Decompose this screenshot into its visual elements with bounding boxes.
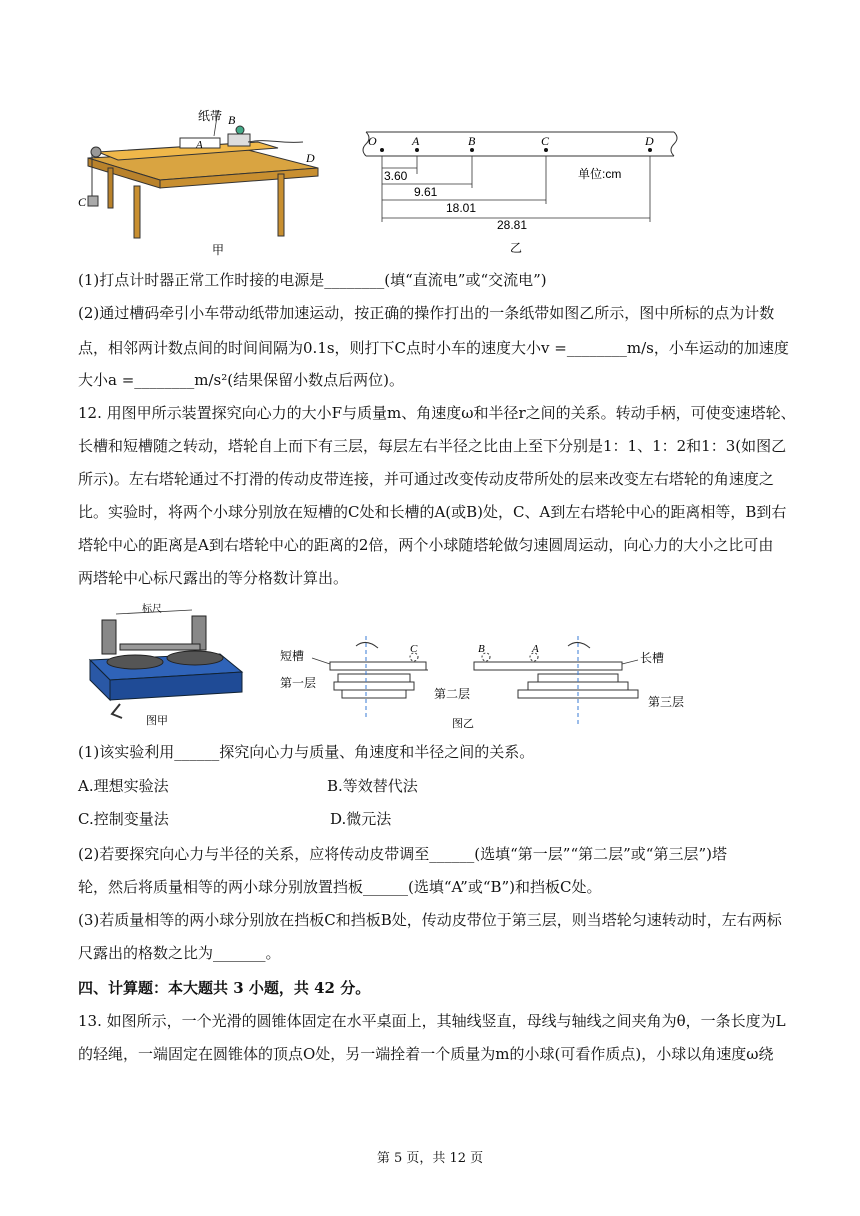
figure-yi-caption: 乙: [510, 241, 523, 255]
q12-stem-line4: 比。实验时，将两个小球分别放在短槽的C处和长槽的A(或B)处，C、A到左右塔轮中心的距离相等，B到右: [78, 503, 787, 521]
tape-dot-b: [470, 148, 474, 152]
slot-c-label: C: [410, 643, 418, 655]
tape-dot-d: [648, 148, 652, 152]
tape-dot-o: [380, 148, 384, 152]
scale-label: 标尺: [142, 604, 162, 615]
q11-part2-line1: (2)通过槽码牵引小车带动纸带加速运动，按正确的操作打出的一条纸带如图乙所示，图中所标的点为计数: [78, 304, 775, 322]
q12-stem-line6: 两塔轮中心标尺露出的等分格数计算出。: [78, 569, 349, 587]
option-b: B.等效替代法: [327, 777, 418, 795]
tower-wheel-diagram: [278, 632, 690, 734]
option-d: D.微元法: [330, 810, 392, 828]
layer2-label: 第二层: [434, 687, 471, 701]
q11-part2-line2: 点，相邻两计数点间的时间间隔为0.1s，则打下C点时小车的速度大小v =________m/s，小车运动的加速度: [78, 339, 789, 357]
q11-part2-line3: 大小a =________m/s²(结果保留小数点后两位)。: [78, 371, 404, 389]
q12-part2-line2: 轮，然后将质量相等的两小球分别放置挡板______(选填“A”或“B”)和挡板C处。: [78, 878, 602, 896]
distance-oa: 3.60: [384, 169, 408, 183]
q13-line2: 的轻绳，一端固定在圆锥体的顶点O处，另一端拴着一个质量为m的小球(可看作质点)，小球以角速度ω绕: [78, 1045, 774, 1063]
page-footer: 第 5 页，共 12 页: [376, 1151, 484, 1166]
tape-dot-c: [544, 148, 548, 152]
figure2-jia-caption: 图甲: [146, 715, 168, 727]
tape-label-c: C: [541, 134, 550, 148]
tape-label-b: B: [468, 134, 476, 148]
slot-a-label: A: [532, 643, 539, 655]
tape-label: 纸带: [198, 109, 223, 123]
point-c-label: C: [78, 195, 87, 209]
point-a-label: A: [196, 139, 203, 151]
q12-stem-line3: 所示)。左右塔轮通过不打滑的传动皮带连接，并可通过改变传动皮带所处的层来改变左右塔轮的角速度之: [78, 470, 774, 488]
q12-stem-line2: 长槽和短槽随之转动，塔轮自上而下有三层，每层左右半径之比由上至下分别是1：1、1：2和1：3(如图乙: [78, 437, 787, 455]
q12-stem-line5: 塔轮中心的距离是A到右塔轮中心的距离的2倍，两个小球随塔轮做匀速圆周运动，向心力的大小之比可由: [78, 536, 774, 554]
q13-line1: 13. 如图所示，一个光滑的圆锥体固定在水平桌面上，其轴线竖直，母线与轴线之间夹角为θ，一条长度为L: [78, 1012, 786, 1030]
option-a: A.理想实验法: [78, 777, 169, 795]
cart-apparatus-figure: [78, 108, 333, 260]
tape-label-a: A: [412, 134, 420, 148]
q12-part3-line2: 尺露出的格数之比为_______。: [78, 944, 281, 962]
option-c: C.控制变量法: [78, 810, 169, 828]
q11-part1: (1)打点计时器正常工作时接的电源是________(填“直流电”或“交流电”): [78, 271, 547, 289]
distance-ob: 9.61: [414, 185, 438, 199]
q12-part3-line1: (3)若质量相等的两小球分别放在挡板C和挡板B处，传动皮带位于第三层，则当塔轮匀速转动时，左右两标: [78, 911, 782, 929]
distance-od: 28.81: [497, 218, 528, 232]
tape-label-d: D: [645, 134, 654, 148]
section-heading: 四、计算题：本大题共 3 小题，共 42 分。: [78, 979, 371, 997]
point-b-label: B: [228, 113, 236, 127]
q12-stem-line1: 12. 用图甲所示装置探究向心力的大小F与质量m、角速度ω和半径r之间的关系。转动手柄，可使变速塔轮、: [78, 404, 796, 422]
layer1-label: 第一层: [280, 676, 317, 690]
distance-oc: 18.01: [446, 201, 477, 215]
paper-tape-figure: [362, 118, 686, 258]
q12-part2-line1: (2)若要探究向心力与半径的关系，应将传动皮带调至______(选填“第一层”“第二层”或“第三层”)塔: [78, 845, 727, 863]
tape-label-o: O: [368, 134, 377, 148]
layer3-label: 第三层: [648, 695, 685, 709]
slot-b-label: B: [478, 643, 485, 655]
unit-label: 单位:cm: [578, 167, 622, 181]
point-d-label: D: [306, 151, 315, 165]
tape-dot-a: [415, 148, 419, 152]
short-slot-label: 短槽: [280, 649, 305, 663]
centripetal-apparatus-figure: [80, 600, 250, 728]
figure2-yi-caption: 图乙: [452, 718, 474, 730]
q12-part1: (1)该实验利用______探究向心力与质量、角速度和半径之间的关系。: [78, 743, 535, 761]
long-slot-label: 长槽: [640, 651, 665, 665]
figure-jia-caption: 甲: [212, 243, 225, 257]
